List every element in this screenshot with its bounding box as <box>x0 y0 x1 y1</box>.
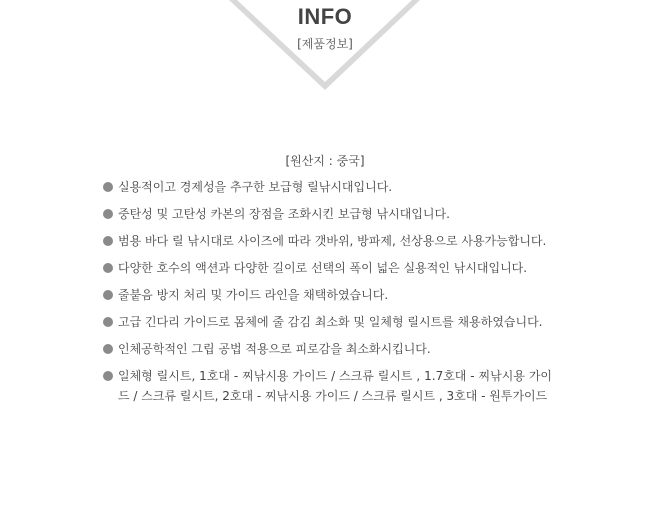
feature-text: 중탄성 및 고탄성 카본의 장점을 조화시킨 보급형 낚시대입니다. <box>118 207 450 221</box>
feature-item <box>100 312 552 332</box>
feature-item <box>100 339 552 359</box>
feature-text: 범용 바다 릴 낚시대로 사이즈에 따라 갯바위, 방파제, 선상용으로 사용가능합니다. <box>118 234 547 248</box>
bullet-icon <box>103 317 113 327</box>
feature-text: 일체형 릴시트, 1호대 - 찌낚시용 가이드 / 스크류 릴시트 , 1.7호대 - 찌낚시용 가이드 / 스크류 릴시트, 2호대 - 찌낚시용 가이드 / 스크류 릴시트 , 3호대 - 원투가이드 <box>118 369 552 403</box>
info-title: INFO <box>297 4 353 29</box>
bullet-icon <box>103 263 113 273</box>
feature-text: 줄붙음 방지 처리 및 가이드 라인을 채택하였습니다. <box>118 288 389 302</box>
feature-item <box>100 204 552 224</box>
bullet-icon <box>103 344 113 354</box>
info-header <box>0 0 670 120</box>
feature-item <box>100 285 552 305</box>
feature-item <box>100 258 552 278</box>
origin-label: [원산지 : 중국] <box>285 154 365 168</box>
bullet-icon <box>103 371 113 381</box>
feature-text: 실용적이고 경제성을 추구한 보급형 릴낚시대입니다. <box>118 180 393 194</box>
feature-item <box>100 231 552 251</box>
bullet-icon <box>103 209 113 219</box>
bullet-icon <box>103 290 113 300</box>
bullet-icon <box>103 236 113 246</box>
feature-list <box>100 177 552 413</box>
feature-text: 고급 긴다리 가이드로 몸체에 줄 감김 최소화 및 일체형 릴시트를 채용하였습니다. <box>118 315 543 329</box>
feature-item <box>100 177 552 197</box>
feature-text: 다양한 호수의 액션과 다양한 길이로 선택의 폭이 넓은 실용적인 낚시대입니다. <box>118 261 528 275</box>
feature-text: 인체공학적인 그립 공법 적용으로 피로감을 최소화시킵니다. <box>118 342 431 356</box>
bullet-icon <box>103 182 113 192</box>
info-subtitle: [제품정보] <box>297 37 353 51</box>
feature-item <box>100 366 552 406</box>
